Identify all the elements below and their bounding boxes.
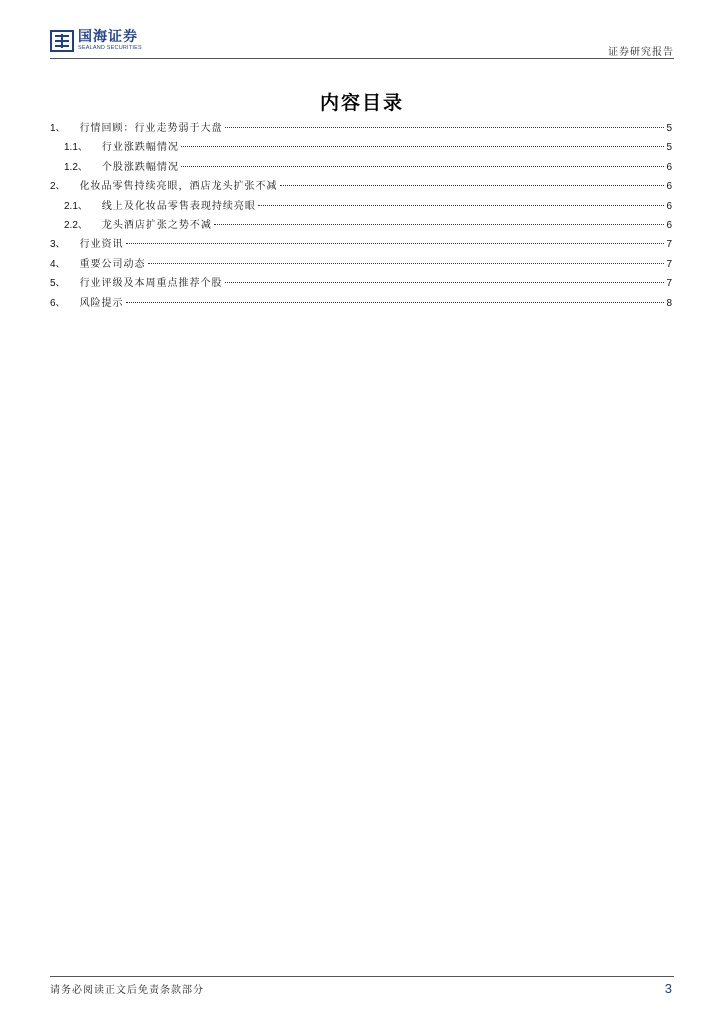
toc-entry-number: 6、 — [50, 297, 66, 309]
page-number: 3 — [664, 981, 672, 996]
footer-divider — [50, 976, 674, 977]
toc-leader-dots — [126, 302, 665, 303]
toc-entry-page: 6 — [666, 200, 672, 212]
toc-entry-title: 行业评级及本周重点推荐个股 — [79, 278, 223, 290]
toc-entry[interactable] — [50, 119, 672, 138]
toc-leader-dots — [214, 224, 665, 225]
toc-entry-page: 8 — [666, 297, 672, 309]
toc-entry-title: 个股涨跌幅情况 — [101, 161, 179, 173]
toc-entry[interactable] — [50, 235, 672, 254]
toc-entry[interactable] — [50, 197, 672, 216]
toc-leader-dots — [181, 146, 665, 147]
toc-entry-title: 行业资讯 — [79, 239, 124, 251]
toc-entry-number: 1、 — [50, 123, 66, 134]
toc-entry-page: 5 — [666, 142, 672, 154]
toc-entry[interactable] — [50, 138, 672, 157]
toc-entry-number: 1.1、 — [64, 142, 88, 154]
header-divider — [50, 58, 674, 59]
toc-leader-dots — [148, 263, 665, 264]
toc-leader-dots — [181, 166, 665, 167]
table-of-contents — [50, 119, 672, 313]
toc-entry[interactable] — [50, 216, 672, 235]
toc-entry-page: 6 — [666, 161, 672, 173]
toc-entry-number: 2、 — [50, 181, 66, 193]
company-logo — [50, 30, 142, 52]
page-header — [50, 30, 674, 58]
toc-entry-page: 7 — [666, 278, 672, 290]
toc-entry[interactable] — [50, 274, 672, 293]
toc-entry-title: 化妆品零售持续亮眼，酒店龙头扩张不减 — [79, 181, 278, 193]
toc-entry-number: 4、 — [50, 258, 66, 270]
toc-entry-number: 2.1、 — [64, 200, 88, 212]
toc-leader-dots — [225, 127, 665, 128]
toc-entry[interactable] — [50, 294, 672, 313]
report-type-label: 证券研究报告 — [608, 47, 674, 58]
sealand-logo-icon — [50, 30, 74, 52]
logo-english-name: SEALAND SECURITIES — [78, 45, 142, 52]
toc-entry-title: 行业涨跌幅情况 — [101, 142, 179, 154]
logo-chinese-name: 国海证券 — [78, 29, 138, 46]
toc-entry-title: 风险提示 — [79, 297, 124, 309]
toc-leader-dots — [225, 282, 665, 283]
toc-leader-dots — [126, 243, 665, 244]
toc-leader-dots — [280, 185, 665, 186]
toc-entry-page: 6 — [666, 219, 672, 231]
toc-entry-page: 7 — [666, 239, 672, 251]
toc-entry-number: 2.2、 — [64, 219, 88, 231]
toc-leader-dots — [258, 205, 665, 206]
footer-disclaimer: 请务必阅读正文后免责条款部分 — [50, 985, 204, 996]
toc-entry-title: 龙头酒店扩张之势不减 — [101, 219, 212, 231]
toc-entry[interactable] — [50, 177, 672, 196]
toc-entry-page: 7 — [666, 258, 672, 270]
toc-entry[interactable] — [50, 158, 672, 177]
toc-entry-number: 1.2、 — [64, 161, 88, 173]
toc-entry-number: 5、 — [50, 278, 66, 290]
toc-entry[interactable] — [50, 255, 672, 274]
toc-entry-page: 5 — [666, 123, 672, 134]
toc-entry-title: 行情回顾：行业走势弱于大盘 — [79, 123, 223, 134]
toc-title: 内容目录 — [319, 92, 404, 114]
toc-entry-title: 重要公司动态 — [79, 258, 146, 270]
toc-entry-page: 6 — [666, 181, 672, 193]
toc-entry-title: 线上及化妆品零售表现持续亮眼 — [101, 200, 256, 212]
toc-entry-number: 3、 — [50, 239, 66, 251]
